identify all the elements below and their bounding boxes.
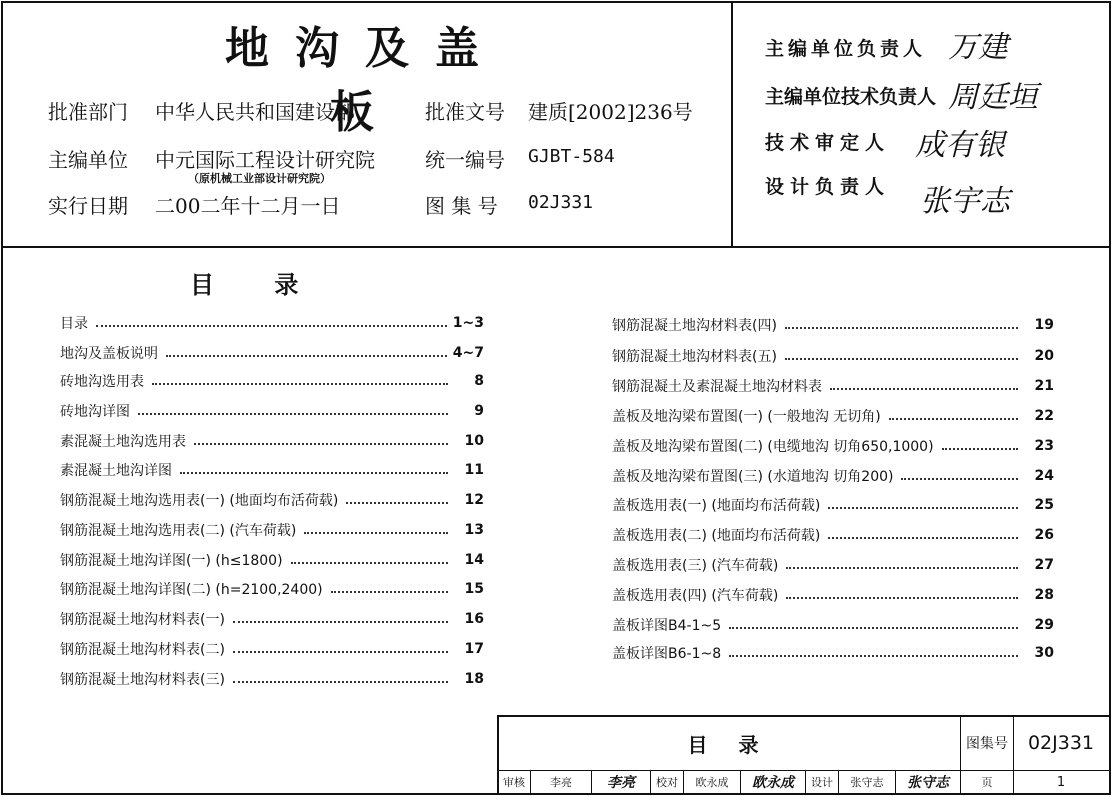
editor-unit: 中元国际工程设计研究院 — [155, 148, 375, 172]
toc-entry[interactable] — [60, 312, 484, 334]
editor-unit-note: （原机械工业部设计研究院） — [188, 172, 331, 185]
approval-doc-label: 批准文号 — [425, 100, 505, 124]
toc-leader-dots — [889, 418, 1018, 420]
toc-entry-label: 盖板选用表(二) (地面均布活荷载) — [612, 528, 821, 544]
toc-entry-label: 砖地沟详图 — [60, 404, 130, 420]
toc-entry-page: 12 — [464, 492, 484, 508]
page-number: 1 — [1056, 774, 1066, 790]
toc-entry-label: 钢筋混凝土地沟材料表(三) — [60, 672, 225, 688]
toc-entry[interactable] — [612, 614, 1054, 636]
toc-entry-label: 钢筋混凝土地沟材料表(一) — [60, 612, 225, 628]
toc-entry-page: 18 — [464, 671, 484, 687]
toc-entry-label: 钢筋混凝土及素混凝土地沟材料表 — [612, 379, 822, 395]
toc-leader-dots — [233, 621, 448, 623]
approval-dept: 中华人民共和国建设部 — [155, 100, 355, 124]
toc-leader-dots — [346, 502, 448, 504]
toc-entry-label: 盖板详图B4-1~5 — [612, 618, 722, 634]
toc-entry[interactable] — [60, 459, 484, 481]
toc-entry[interactable] — [60, 608, 484, 630]
toc-entry-page: 19 — [1034, 317, 1054, 333]
toc-leader-dots — [152, 383, 448, 385]
toc-entry[interactable] — [612, 375, 1054, 397]
toc-entry-page: 15 — [464, 581, 484, 597]
toc-leader-dots — [786, 567, 1018, 569]
page-label: 页 — [981, 776, 993, 789]
toc-leader-dots — [233, 651, 448, 653]
atlas-no: 02J331 — [528, 192, 594, 213]
toc-entry-label: 地沟及盖板说明 — [60, 346, 158, 362]
uniform-no-label: 统一编号 — [425, 148, 505, 172]
check-label: 校对 — [651, 771, 684, 793]
checker-signature: 欧永成 — [741, 771, 806, 793]
toc-entry-label: 盖板选用表(三) (汽车荷载) — [612, 558, 779, 574]
toc-entry[interactable] — [612, 524, 1054, 546]
toc-entry-page: 21 — [1034, 378, 1054, 394]
toc-entry[interactable] — [612, 465, 1054, 487]
toc-leader-dots — [138, 413, 448, 415]
toc-entry-page: 22 — [1034, 408, 1054, 424]
toc-entry[interactable] — [612, 494, 1054, 516]
toc-entry-label: 盖板及地沟梁布置图(一) (一般地沟 无切角) — [612, 409, 881, 425]
toc-entry-page: 13 — [464, 522, 484, 538]
effective-date-label: 实行日期 — [48, 194, 128, 218]
toc-entry-page: 28 — [1034, 587, 1054, 603]
toc-entry-label: 钢筋混凝土地沟选用表(二) (汽车荷载) — [60, 523, 297, 539]
toc-entry-label: 盖板及地沟梁布置图(二) (电缆地沟 切角650,1000) — [612, 439, 934, 455]
toc-entry[interactable] — [612, 345, 1054, 367]
atlas-number: 02J331 — [1027, 732, 1095, 754]
toc-entry-label: 钢筋混凝土地沟材料表(四) — [612, 318, 777, 334]
toc-entry-page: 24 — [1034, 468, 1054, 484]
toc-entry[interactable] — [612, 554, 1054, 576]
toc-entry-label: 钢筋混凝土地沟选用表(一) (地面均布活荷载) — [60, 493, 339, 509]
toc-entry-page: 17 — [464, 641, 484, 657]
editor-unit-label: 主编单位 — [48, 148, 128, 172]
toc-leader-dots — [785, 327, 1018, 329]
toc-entry-label: 素混凝土地沟详图 — [60, 463, 172, 479]
toc-entry[interactable] — [60, 430, 484, 452]
toc-leader-dots — [729, 627, 1018, 629]
toc-heading: 目 录 — [190, 271, 325, 299]
toc-leader-dots — [942, 448, 1018, 450]
document-title: 地沟及盖板 — [225, 23, 505, 138]
toc-entry-page: 4~7 — [452, 345, 484, 361]
responsible-signature: 万建 — [948, 30, 1008, 65]
toc-entry[interactable] — [60, 578, 484, 600]
reviewer-signature: 李亮 — [592, 771, 651, 793]
toc-entry-page: 10 — [464, 433, 484, 449]
header-divider — [1, 246, 1109, 248]
header-vertical-divider — [731, 1, 733, 247]
toc-entry-label: 盖板选用表(一) (地面均布活荷载) — [612, 498, 821, 514]
responsible-signature: 周廷垣 — [948, 80, 1038, 115]
approval-dept-label: 批准部门 — [48, 100, 128, 124]
toc-leader-dots — [901, 478, 1018, 480]
uniform-no: GJBT-584 — [528, 146, 615, 167]
effective-date: 二00二年十二月一日 — [155, 194, 341, 218]
sheet-title: 目 录 — [687, 732, 771, 757]
toc-entry[interactable] — [612, 435, 1054, 457]
toc-entry[interactable] — [60, 638, 484, 660]
reviewer-name: 李亮 — [531, 771, 592, 793]
responsible-role: 设计负责人 — [765, 176, 891, 198]
designer-name: 张守志 — [839, 771, 896, 793]
toc-entry-page: 20 — [1034, 348, 1054, 364]
toc-entry-page: 25 — [1034, 497, 1054, 513]
responsible-role: 主编单位负责人 — [765, 38, 927, 60]
toc-entry[interactable] — [612, 405, 1054, 427]
toc-entry[interactable] — [612, 584, 1054, 606]
toc-entry[interactable] — [612, 642, 1054, 664]
toc-entry[interactable] — [60, 668, 484, 690]
toc-leader-dots — [830, 388, 1018, 390]
toc-entry-page: 1~3 — [452, 315, 484, 331]
toc-leader-dots — [828, 507, 1018, 509]
toc-entry-label: 钢筋混凝土地沟详图(二) (h=2100,2400) — [60, 582, 323, 598]
toc-entry-page: 14 — [464, 552, 484, 568]
toc-leader-dots — [166, 355, 447, 357]
toc-leader-dots — [304, 532, 448, 534]
toc-leader-dots — [331, 591, 448, 593]
toc-leader-dots — [828, 537, 1018, 539]
toc-entry[interactable] — [612, 314, 1054, 336]
toc-entry-label: 盖板及地沟梁布置图(三) (水道地沟 切角200) — [612, 469, 894, 485]
toc-entry[interactable] — [60, 549, 484, 571]
atlas-label: 图集号 — [966, 736, 1008, 752]
responsible-role: 技术审定人 — [765, 132, 891, 154]
toc-entry[interactable] — [60, 489, 484, 511]
toc-entry-page: 26 — [1034, 527, 1054, 543]
toc-leader-dots — [180, 472, 448, 474]
toc-entry-page: 30 — [1034, 645, 1054, 661]
toc-entry-label: 钢筋混凝土地沟详图(一) (h≤1800) — [60, 553, 283, 569]
toc-entry-label: 目录 — [60, 316, 88, 332]
responsible-signature: 张宇志 — [920, 184, 1010, 219]
atlas-no-label: 图 集 号 — [425, 194, 498, 218]
approval-doc: 建质[2002]236号 — [528, 100, 693, 124]
toc-entry-page: 27 — [1034, 557, 1054, 573]
toc-leader-dots — [96, 325, 447, 327]
checker-name: 欧永成 — [684, 771, 741, 793]
toc-entry-page: 8 — [474, 373, 484, 389]
toc-entry-page: 9 — [474, 403, 484, 419]
toc-entry-page: 11 — [464, 462, 484, 478]
toc-entry-label: 素混凝土地沟选用表 — [60, 434, 186, 450]
toc-entry-label: 盖板详图B6-1~8 — [612, 646, 722, 662]
toc-entry[interactable] — [60, 519, 484, 541]
toc-leader-dots — [785, 358, 1018, 360]
design-label: 设计 — [806, 771, 839, 793]
responsible-signature: 成有银 — [915, 128, 1005, 163]
toc-leader-dots — [291, 562, 448, 564]
toc-entry[interactable] — [60, 370, 484, 392]
designer-signature: 张守志 — [907, 775, 949, 791]
toc-entry[interactable] — [60, 400, 484, 422]
toc-leader-dots — [786, 597, 1018, 599]
toc-leader-dots — [233, 681, 448, 683]
toc-entry[interactable] — [60, 342, 484, 364]
toc-entry-label: 钢筋混凝土地沟材料表(二) — [60, 642, 225, 658]
toc-entry-label: 盖板选用表(四) (汽车荷载) — [612, 588, 779, 604]
toc-entry-label: 砖地沟选用表 — [60, 374, 144, 390]
toc-entry-page: 16 — [464, 611, 484, 627]
responsible-role: 主编单位技术负责人 — [765, 86, 937, 108]
toc-entry-page: 23 — [1034, 438, 1054, 454]
review-label: 审核 — [498, 771, 531, 793]
toc-leader-dots — [729, 655, 1018, 657]
toc-leader-dots — [194, 443, 448, 445]
toc-entry-page: 29 — [1034, 617, 1054, 633]
toc-entry-label: 钢筋混凝土地沟材料表(五) — [612, 349, 777, 365]
